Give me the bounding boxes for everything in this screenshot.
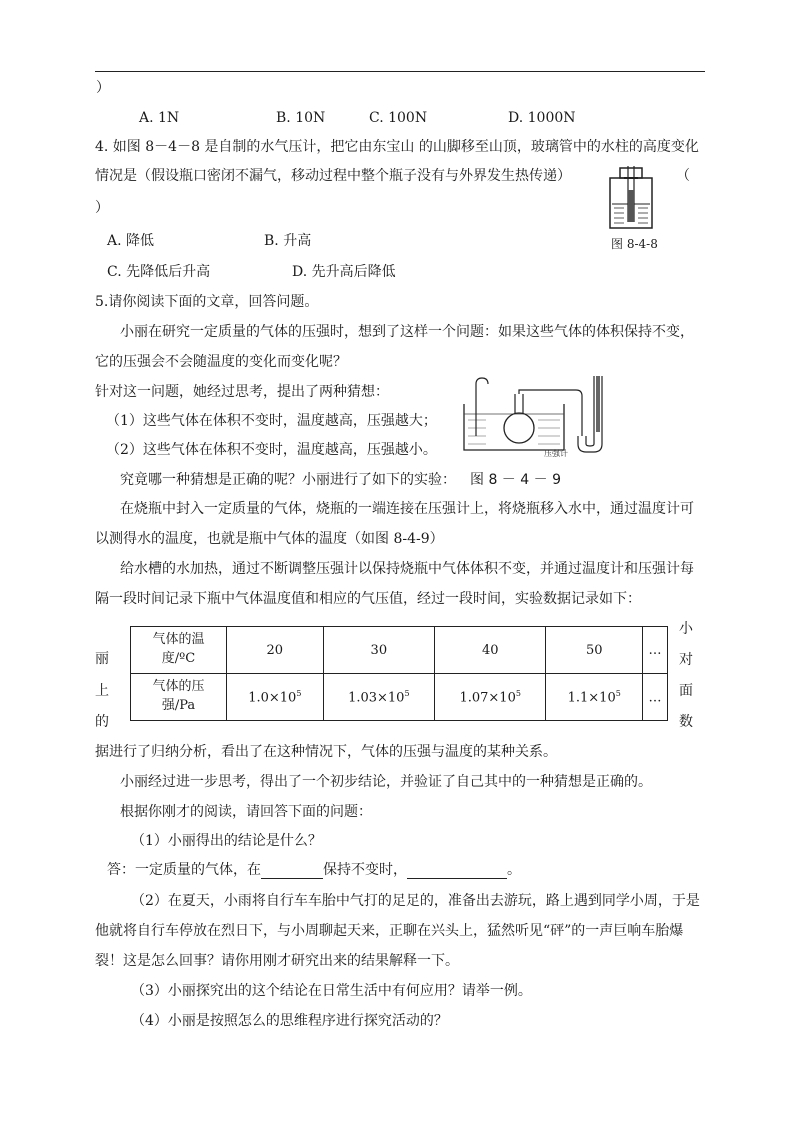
table-cell: … (643, 627, 668, 674)
side-char-left-2: 上 (95, 683, 109, 699)
side-char-right-2: 对 (679, 652, 693, 668)
fig-8-4-9-label: 压强计 (544, 449, 568, 458)
table-row (131, 627, 668, 674)
fig-8-4-9-caption: 图 8 － 4 － 9 (470, 472, 561, 488)
q4-stem-line2: 情况是（假设瓶口密闭不漏气，移动过程中整个瓶子没有与外界发生热传递） (95, 168, 571, 184)
side-char-right-1: 小 (679, 621, 693, 637)
q5-para4-line1: 在烧瓶中封入一定质量的气体，烧瓶的一端连接在压强计上，将烧瓶移入水中，通过温度计可 (120, 501, 694, 517)
q4-stem-line1: 4. 如图 8－4－8 是自制的水气压计，把它由东宝山 的山脚移至山顶，玻璃管中的水柱的高度变化 (95, 139, 699, 155)
q5-guess1: （1）这些气体在体积不变时，温度越高，压强越大； (106, 413, 437, 429)
q4-option-c: C. 先降低后升高 (107, 264, 211, 280)
q5-para1-line1: 小丽在研究一定质量的气体的压强时，想到了这样一个问题：如果这些气体的体积保持不变， (120, 324, 694, 340)
side-char-right-4: 数 (679, 714, 693, 730)
q5-para7: 小丽经过进一步思考，得出了一个初步结论，并验证了自己其中的一种猜想是正确的。 (120, 774, 652, 790)
table-cell: 40 (435, 627, 546, 674)
answer-blank-2[interactable] (407, 864, 507, 879)
table-cell: $1.1\times 10^5$ (546, 674, 643, 721)
q5-para5-line2: 隔一段时间记录下瓶中气体温度值和相应的气压值，经过一段时间，实验数据记录如下： (95, 591, 641, 607)
q4-close-paren: ） (95, 200, 109, 216)
side-char-left-1: 丽 (95, 651, 109, 667)
answer-blank-1[interactable] (261, 864, 323, 879)
q3-option-a: A. 1N (139, 110, 180, 126)
table-cell: 50 (546, 627, 643, 674)
q4-option-b: B. 升高 (264, 233, 312, 249)
table-cell: … (643, 674, 668, 721)
q5-title: 5.请你阅读下面的文章，回答问题。 (95, 294, 319, 310)
q5-para1-line2: 它的压强会不会随温度的变化而变化呢？ (95, 354, 347, 370)
top-bracket: ） (96, 80, 110, 96)
q5-para6: 据进行了归纳分析，看出了在这种情况下，气体的压强与温度的某种关系。 (95, 744, 557, 760)
q3-option-d: D. 1000N (508, 110, 576, 126)
q5-guess2: （2）这些气体在体积不变时，温度越高，压强越小。 (106, 442, 437, 458)
q4-option-d: D. 先升高后降低 (292, 264, 396, 280)
q4-open-paren: （ (676, 168, 690, 184)
q5-para3: 究竟哪一种猜想是正确的呢？小丽进行了如下的实验： (120, 472, 456, 488)
answer-line (107, 862, 521, 879)
side-char-right-3: 面 (679, 683, 693, 699)
table-header-temperature: 气体的温 度/ºC (131, 627, 227, 674)
answer-end: 。 (507, 862, 521, 878)
q4-option-a: A. 降低 (107, 233, 155, 249)
q5-para8: 根据你刚才的阅读，请回答下面的问题： (120, 804, 372, 820)
fig-8-4-8-caption: 图 8-4-8 (611, 237, 658, 251)
q5-sub2-line3: 裂！这是怎么回事？请你用刚才研究出来的结果解释一下。 (95, 953, 459, 969)
q3-option-b: B. 10N (276, 110, 326, 126)
q5-sub4: （4）小丽是按照怎么的思维程序进行探究活动的？ (131, 1013, 448, 1029)
q5-sub3: （3）小丽探究出的这个结论在日常生活中有何应用？请举一例。 (131, 983, 532, 999)
answer-prefix: 答：一定质量的气体，在 (107, 862, 261, 878)
q3-option-c: C. 100N (369, 110, 428, 126)
table-cell: $1.03\times 10^5$ (323, 674, 434, 721)
data-table (130, 626, 668, 721)
top-rule (95, 71, 705, 72)
q5-sub2-line1: （2）在夏天，小雨将自行车车胎中气打的足足的，准备出去游玩，路上遇到同学小周，于是 (131, 893, 700, 909)
table-cell: $1.0\times 10^5$ (227, 674, 324, 721)
q5-para2: 针对这一问题，她经过思考，提出了两种猜想： (95, 384, 389, 400)
answer-mid: 保持不变时， (323, 862, 407, 878)
table-cell: 30 (323, 627, 434, 674)
water-barometer-figure (606, 166, 658, 232)
q5-sub2-line2: 他就将自行车停放在烈日下，与小周聊起天来，正聊在兴头上，猛然听见“砰”的一声巨响车胎爆 (95, 923, 684, 939)
q5-para5-line1: 给水槽的水加热，通过不断调整压强计以保持烧瓶中气体体积不变，并通过温度计和压强计每 (120, 561, 694, 577)
table-row (131, 674, 668, 721)
q5-sub1: （1）小丽得出的结论是什么？ (131, 833, 322, 849)
table-header-pressure: 气体的压 强/Pa (131, 674, 227, 721)
side-char-left-3: 的 (95, 714, 109, 730)
table-cell: $1.07\times 10^5$ (435, 674, 546, 721)
table-cell: 20 (227, 627, 324, 674)
flask-experiment-figure (462, 374, 610, 458)
q5-para4-line2: 以测得水的温度，也就是瓶中气体的温度（如图 8-4-9） (95, 531, 444, 547)
